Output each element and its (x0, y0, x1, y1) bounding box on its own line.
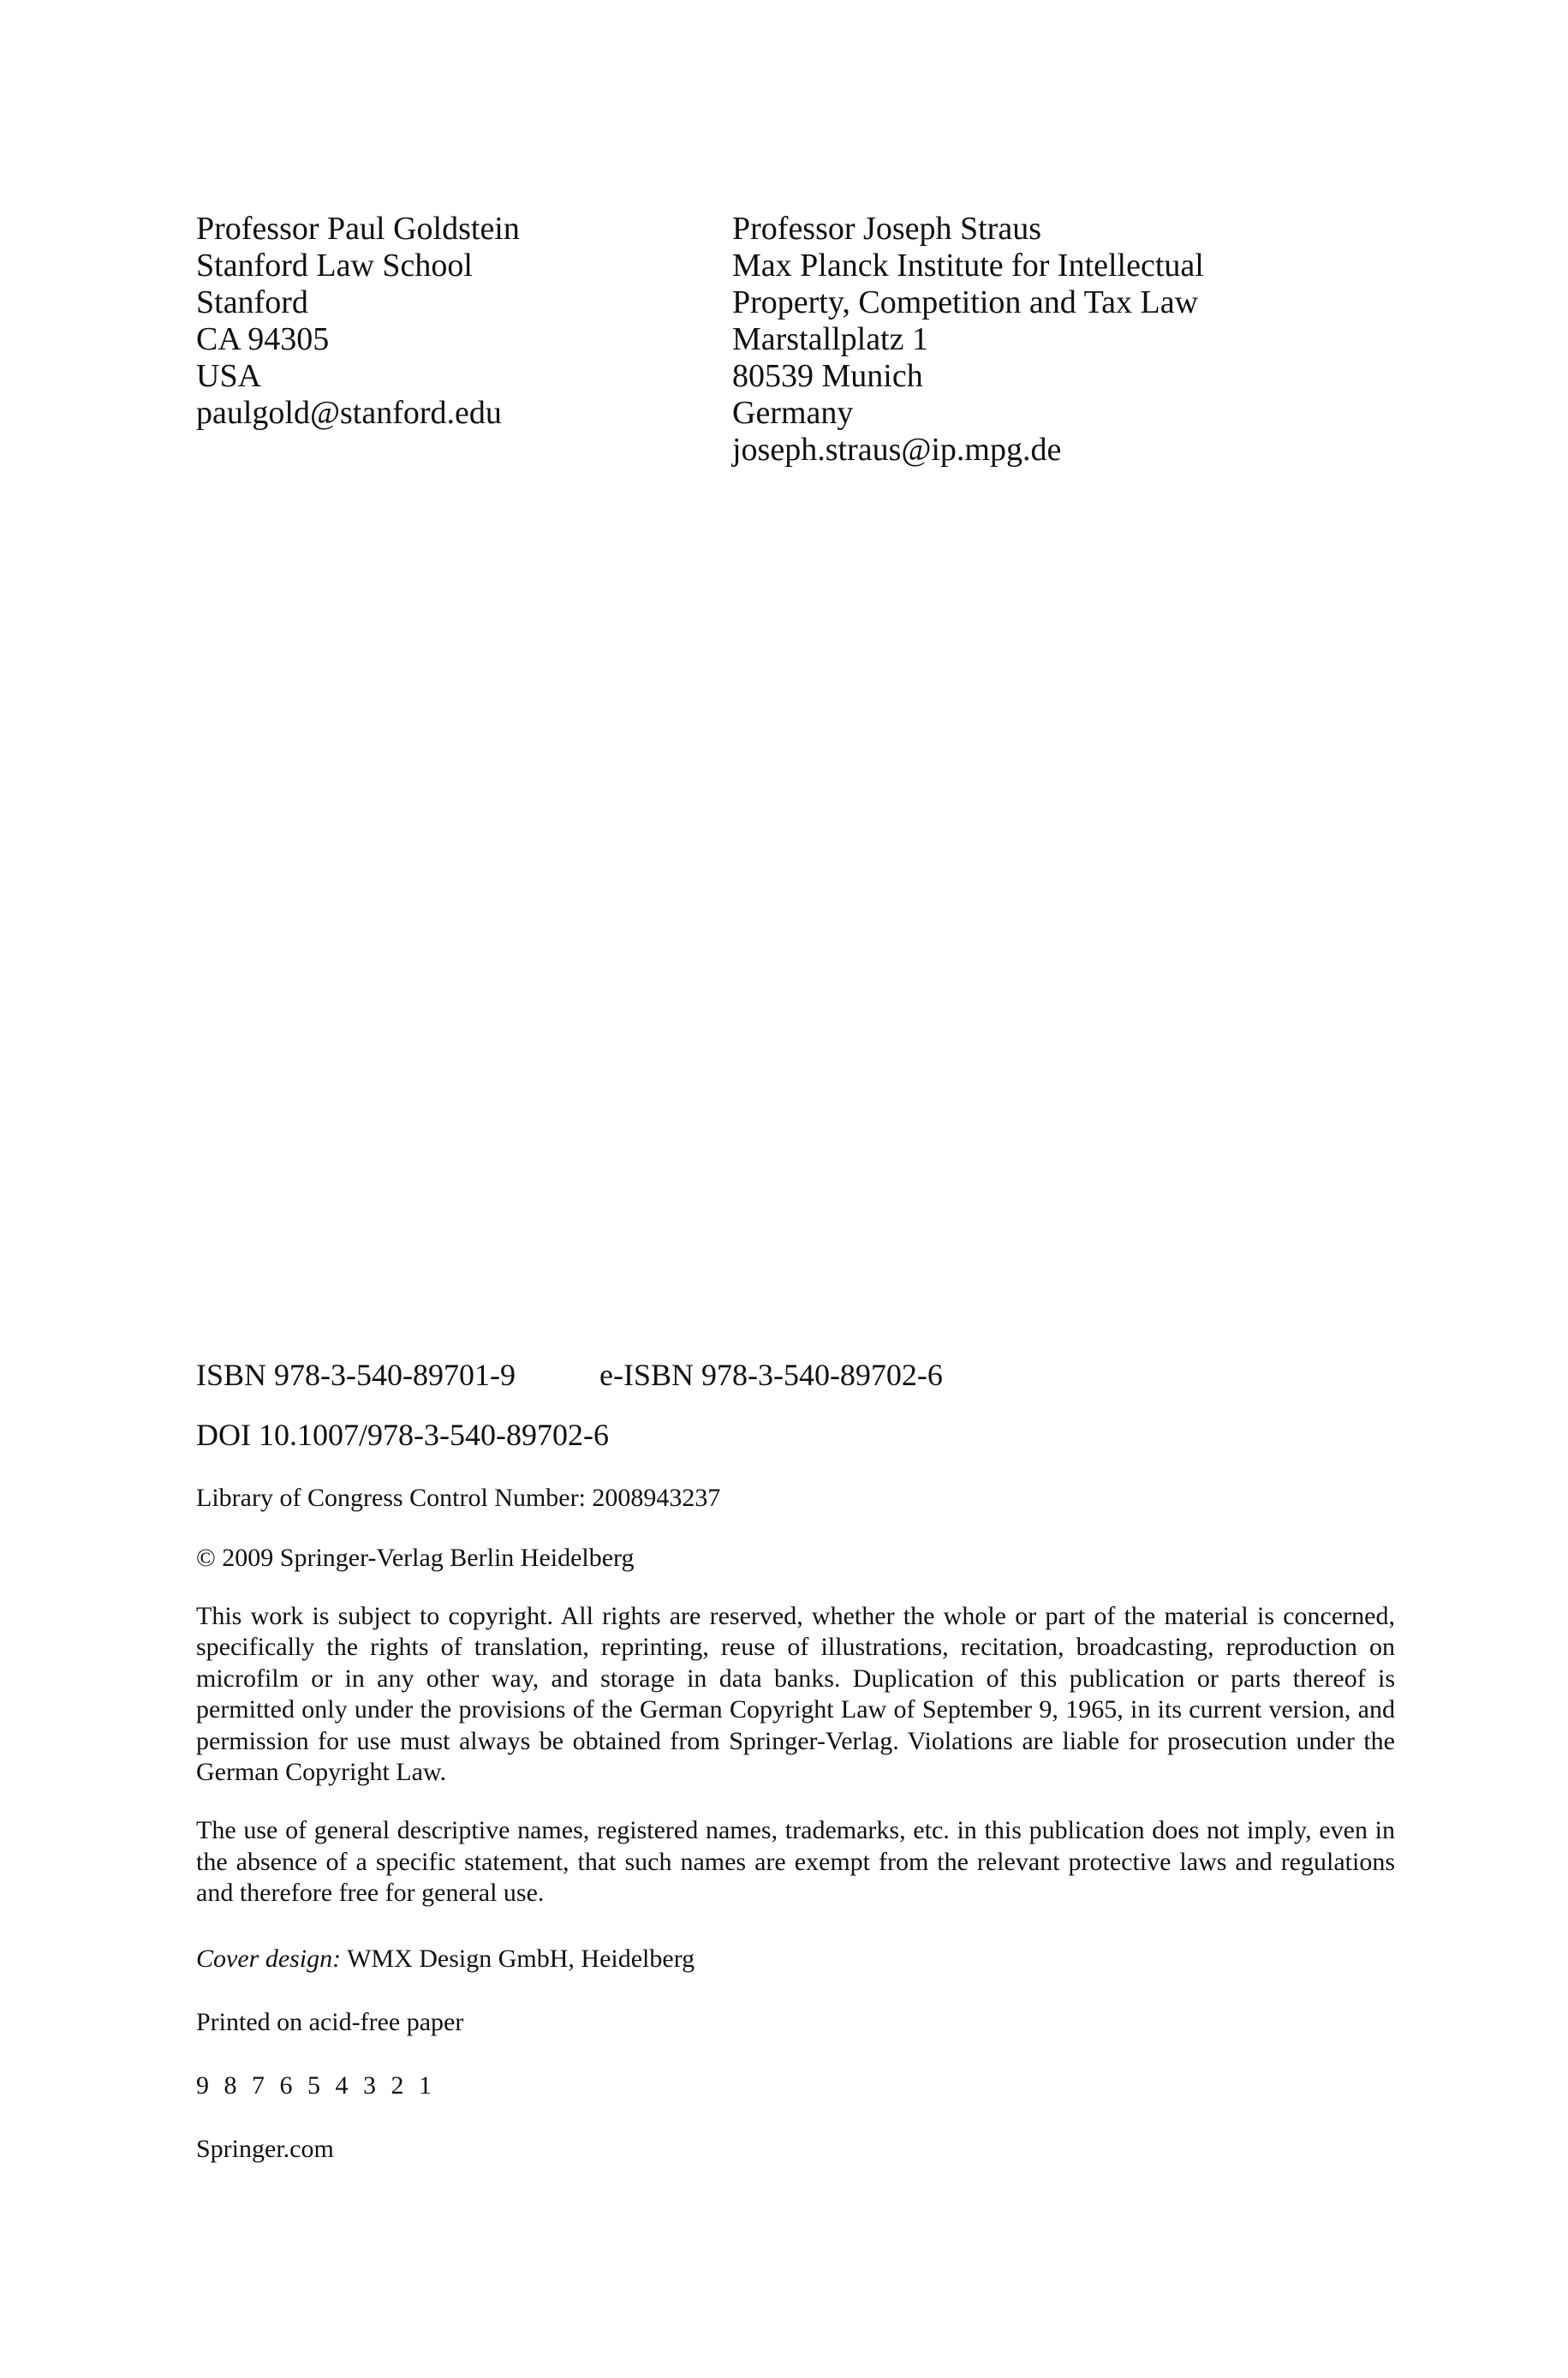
publisher-website: Springer.com (196, 2134, 334, 2163)
author-name: Professor Joseph Straus (732, 211, 1041, 247)
rights-paragraph: This work is subject to copyright. All rights are reserved, whether the whole or part of the material is concerned, specifically the rights of translation, reprinting, reuse of illustrations, recitation, broadcasting, reproduction on microfilm or in any other way, and storage in data banks. Duplication of this publication or parts thereof is permitted only under the provisions of the German Copyright Law of September 9, 1965, in its current version, and permission for use must always be obtained from Springer-Verlag. Violations are liable for prosecution under the German Copyright Law. (196, 1602, 1395, 1787)
author-email: paulgold@stanford.edu (196, 395, 502, 431)
author-country: Germany (732, 395, 854, 431)
author-email: joseph.straus@ip.mpg.de (732, 432, 1062, 468)
trademark-paragraph: The use of general descriptive names, registered names, trademarks, etc. in this publication does not imply, even in the absence of a specific statement, that such names are exempt from the relevant protective laws and regulations and therefore free for general use. (196, 1816, 1395, 1908)
author-institution: Stanford Law School (196, 248, 473, 284)
author-name: Professor Paul Goldstein (196, 211, 520, 247)
author-country: USA (196, 358, 262, 394)
imprint-block (196, 1358, 1395, 2165)
doi: DOI 10.1007/978-3-540-89702-6 (196, 1418, 609, 1452)
cover-design (196, 1944, 1395, 1975)
author-city: 80539 Munich (732, 358, 923, 394)
cover-design-value: WMX Design GmbH, Heidelberg (341, 1944, 695, 1973)
author-address-left (196, 211, 520, 432)
author-postal-code: CA 94305 (196, 321, 330, 357)
lccn: Library of Congress Control Number: 2008943237 (196, 1484, 721, 1512)
author-street: Marstallplatz 1 (732, 321, 928, 357)
e-isbn: e-ISBN 978-3-540-89702-6 (599, 1358, 943, 1392)
cover-design-label: Cover design: (196, 1944, 342, 1973)
isbn: ISBN 978-3-540-89701-9 (196, 1358, 516, 1392)
author-address-right (732, 211, 1204, 469)
copyright-notice: © 2009 Springer-Verlag Berlin Heidelberg (196, 1544, 635, 1572)
isbn-row (196, 1358, 1395, 1392)
print-line-numbers: 9 8 7 6 5 4 3 2 1 (196, 2070, 436, 2100)
author-institution-cont: Property, Competition and Tax Law (732, 284, 1199, 320)
author-institution: Max Planck Institute for Intellectual (732, 248, 1204, 284)
paper-note: Printed on acid-free paper (196, 2007, 464, 2036)
author-city: Stanford (196, 284, 308, 320)
